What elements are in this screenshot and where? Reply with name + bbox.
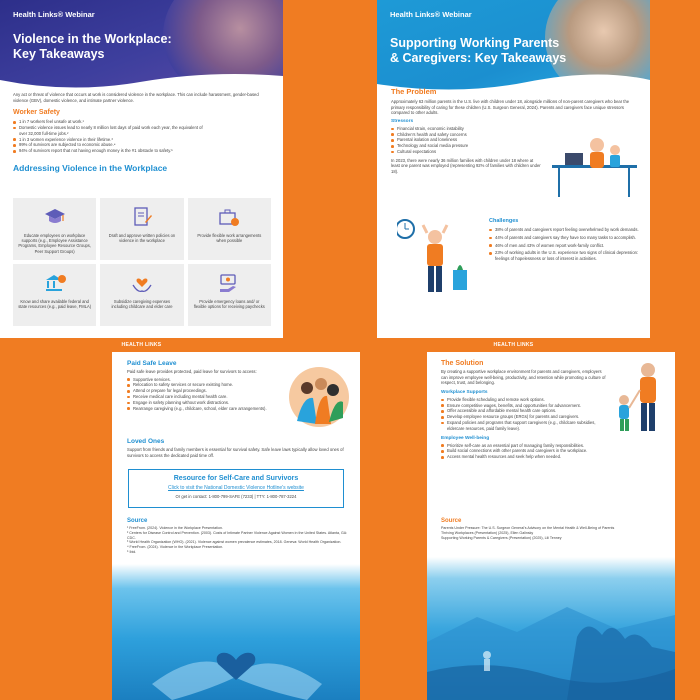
list-item: 38% of parents and caregivers report feeling overwhelmed by work demands.: [489, 227, 639, 233]
wellbeing-heading: Employee Well-being: [441, 435, 490, 441]
hands-heart-photo: [112, 564, 360, 700]
money-hand-icon: [217, 271, 241, 295]
supports-heading: Workplace Supports: [441, 389, 488, 395]
list-item: Receive medical care including mental health care.: [127, 394, 287, 400]
source-heading: Source: [441, 518, 462, 524]
challenges-list: [489, 227, 639, 262]
page-violence-workplace: [0, 0, 283, 352]
footer-bar: [0, 338, 283, 352]
resource-link[interactable]: Click to visit the National Domestic Violence Hotline's website: [168, 485, 304, 491]
brand-label: Health Links® Webinar: [13, 10, 95, 19]
list-item: Develop employee resource groups (ERGs) for parents and caregivers.: [441, 414, 611, 420]
list-item: 1 in 7 workers feel unsafe at work.¹: [13, 119, 203, 125]
source-item: ⁵ Ibid.: [127, 549, 137, 554]
worker-safety-list: [13, 119, 203, 154]
list-item: Build social connections with other parents and caregivers in the workplace.: [441, 448, 641, 454]
briefcase-icon: [217, 205, 241, 229]
worker-safety-heading: Worker Safety: [13, 109, 60, 117]
list-item: Prioritize self-care as an essential part of managing family responsibilities.: [441, 443, 641, 449]
header-banner: [377, 0, 650, 92]
page-title-line1: Violence in the Workplace:: [13, 32, 172, 46]
list-item: Attend or prepare for legal proceedings.: [127, 388, 287, 394]
intro-text: Any act or threat of violence that occurs at work is considered violence in the workplace. This can include harassment, gender-based violence (GBV), domestic violence, and intimate partner violence.: [13, 92, 259, 103]
header-banner: [0, 0, 283, 90]
stressors-list: [391, 126, 531, 155]
list-item: Financial strain, economic instability: [391, 126, 531, 132]
problem-heading: The Problem: [391, 87, 437, 96]
bank-dollar-icon: [43, 271, 67, 295]
resource-title: Resource for Self-Care and Survivors: [173, 475, 299, 482]
solution-text: By creating a supportive workplace environment for parents and caregivers, employers can improve employee well-being, productivity, and retention while promoting a culture of respect, trust, and belonging.: [441, 369, 606, 386]
source-item: Supporting Working Parents & Caregivers (Presentation) (2025), Lili Tenney: [441, 535, 562, 540]
list-item: Ensure competitive wages, benefits, and opportunities for advancement.: [441, 403, 611, 409]
hands-silhouette: [112, 564, 360, 700]
header-wave: [0, 70, 283, 90]
list-item: Offer accessible and affordable mental health care options.: [441, 408, 611, 414]
source-heading: Source: [127, 518, 148, 524]
source-item: ⁴ FreeFrom. (2024). Violence in the Workplace Presentation.: [127, 545, 224, 550]
source-item: Thriving Workplaces (Presentation) (2025), Ellen Galinsky: [441, 530, 534, 535]
action-cell: [188, 264, 271, 326]
page-working-parents: [377, 0, 650, 352]
resource-box: [128, 469, 344, 508]
action-text: Provide emergency loans and/ or flexible options for receiving paychecks: [193, 299, 265, 310]
list-item: Cultural expectations: [391, 149, 531, 155]
list-item: Engage in safety planning without work distractions.: [127, 400, 287, 406]
document-pen-icon: [130, 205, 154, 229]
grandparent-child-illustration: [610, 360, 670, 435]
problem-text: Approximately 63 million parents in the U.S. live with children under 18, alongside millions of non-parent caregivers who bear the primary responsibility of caring for these children (U.S. Surgeon General, 2024). Parents and caregivers face unique stressors compared to other adults.: [391, 99, 630, 116]
supports-list: [441, 397, 611, 432]
paid-safe-leave-heading: Paid Safe Leave: [127, 360, 177, 367]
action-cell: [13, 198, 96, 260]
hands-heart-icon: [130, 271, 154, 295]
loved-ones-text: Support from friends and family members is essential for survival safety. Safe leave laws typically allow loved ones of survivors to access the dedicated paid time off.: [127, 447, 344, 458]
loved-ones-heading: Loved Ones: [127, 438, 165, 445]
source-item: ² Centers for Disease Control and Prevention. (2003). Costs of Intimate Partner Violence Against Women in the United States. Atlanta, GA: CDC.: [127, 530, 348, 540]
solution-heading: The Solution: [441, 360, 484, 367]
challenges-heading: Challenges: [489, 218, 519, 224]
list-item: Children's health and safety concerns: [391, 132, 531, 138]
action-text: Provide flexible work arrangements when possible: [197, 233, 262, 244]
action-cell: [188, 198, 271, 260]
list-item: 44% of parents and caregivers say they have too many tasks to accomplish.: [489, 235, 639, 241]
resource-contact: Or get in contact: 1-800-799-SAFE (7233) | TTY: 1-800-787-3224: [175, 494, 297, 499]
sources-list: [441, 526, 666, 540]
action-text: Know and share available federal and state resources (e.g., paid leave, FMLA): [18, 299, 92, 310]
actions-grid: [13, 198, 271, 326]
list-item: Expand policies and programs that support caregivers (e.g., childcare subsidies, eldercare resources, paid family leave).: [441, 420, 611, 432]
frustrated-worker-illustration: [397, 215, 472, 300]
list-item: Access mental health resources and seek help when needed.: [441, 454, 641, 460]
list-item: 99% of survivors are subjected to economic abuse.⁴: [13, 142, 203, 148]
action-text: Subsidize caregiving expenses including childcare and elder care: [111, 299, 173, 310]
footer-logo: HEALTH LINKS: [493, 342, 534, 348]
page-title-line2: & Caregivers: Key Takeaways: [390, 51, 567, 65]
footer-bar: [377, 338, 650, 352]
graduation-cap-icon: [43, 205, 67, 229]
page-title-line2: Key Takeaways: [13, 47, 105, 61]
list-item: Rearrange caregiving (e.g., childcare, school, elder care arrangements).: [127, 406, 287, 412]
group-hug-illustration: [287, 366, 352, 428]
wellbeing-list: [441, 443, 641, 460]
page-title-line1: Supporting Working Parents: [390, 36, 560, 50]
source-item: Parents Under Pressure: The U.S. Surgeon General's Advisory on the Mental Health & Well-Being of Parents: [441, 526, 615, 530]
list-item: 23% of working adults in the U.S. experience two signs of clinical depression: feelings of hopelessness or loss of interest in activities.: [489, 250, 639, 262]
list-item: 94% of survivors report that not having enough money is the #1 obstacle to safety.⁵: [13, 148, 203, 154]
list-item: Supportive services.: [127, 377, 287, 383]
source-item: ¹ FreeFrom. (2024). Violence in the Workplace Presentation.: [127, 526, 223, 530]
footer-logo: HEALTH LINKS: [121, 342, 162, 348]
paid-intro: Paid safe leave provides protected, paid leave for survivors to access:: [127, 369, 257, 374]
families-text: In 2023, there were nearly 36 million families with children under 18 where at least one parent was employed (representing 92% of families with children under 18).: [391, 157, 541, 174]
stressors-heading: Stressors: [391, 118, 414, 124]
sources-list: [127, 526, 352, 555]
list-item: 46% of men and 43% of women report work-family conflict.: [489, 243, 639, 249]
landscape-photo: [427, 557, 675, 700]
list-item: Domestic violence issues lead to nearly 8 million lost days of paid work each year, the equivalent of over 32,000 full-time jobs.²: [13, 125, 203, 137]
page-solution: [427, 352, 675, 700]
paid-leave-list: [127, 377, 287, 412]
stressed-parent-illustration: [547, 125, 642, 200]
list-item: Parental isolation and loneliness: [391, 137, 531, 143]
list-item: Relocation to safety services or secure existing home.: [127, 382, 287, 388]
action-text: Educate employees on workplace supports (e.g., Employee Assistance Programs, Employee Resource Groups, Peer Support Groups): [18, 233, 91, 254]
action-cell: [100, 198, 183, 260]
action-cell: [100, 264, 183, 326]
landscape-silhouette: [427, 557, 675, 700]
addressing-heading: Addressing Violence in the Workplace: [13, 162, 168, 173]
list-item: 1 in 3 women experience violence in their lifetime.³: [13, 137, 203, 143]
source-item: ³ World Health Organization (WHO). (2021). Violence against women prevalence estimates, 2018. Geneva: World Health Organization.: [127, 540, 342, 545]
brand-label: Health Links® Webinar: [390, 10, 472, 19]
page-paid-safe-leave: [112, 352, 360, 700]
action-text: Draft and approve written policies on violence in the workplace: [108, 233, 176, 244]
list-item: Provide flexible scheduling and remote work options.: [441, 397, 611, 403]
list-item: Technology and social media pressure: [391, 143, 531, 149]
action-cell: [13, 264, 96, 326]
